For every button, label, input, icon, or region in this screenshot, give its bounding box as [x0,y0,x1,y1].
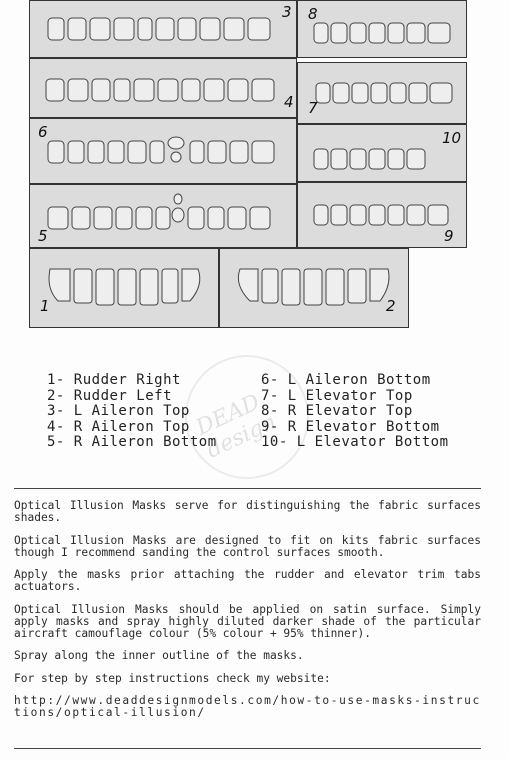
panel-4 [29,58,297,118]
mask-pieces-9 [298,183,468,249]
instruction-paragraph: For step by step instructions check my website: [14,671,331,685]
panel-10 [297,124,467,182]
panel-1 [29,248,219,328]
legend-item-7: 7- L Elevator Top [261,387,413,404]
panel-5 [29,184,297,248]
instruction-paragraph: Optical Illusion Masks serve for distinguishing the fabric surfaces shades. [14,499,481,524]
instruction-paragraph: Spray along the inner outline of the masks. [14,649,304,662]
panel-8 [297,0,467,58]
legend-item-3: 3- L Aileron Top [47,403,190,419]
legend-item-1: 1- Rudder Right [47,372,181,388]
mask-pieces-5 [30,185,298,249]
panel-3 [29,0,297,58]
mask-pieces-4 [30,59,298,119]
panel-number-5: 5 [38,227,48,245]
legend-item-10: 10- L Elevator Bottom [261,434,449,450]
legend-item-4: 4- R Aileron Top [47,418,190,435]
panel-number-6: 6 [38,123,48,141]
mask-pieces-2 [220,249,410,329]
mask-pieces-3 [30,1,298,59]
panel-7 [297,62,467,124]
legend-item-8: 8- R Elevator Top [261,403,413,419]
panel-number-2: 2 [386,297,396,315]
watermark-text: DEAD design [192,389,281,464]
panel-number-4: 4 [284,93,294,111]
mask-pieces-1 [30,249,220,329]
panel-6 [29,118,297,184]
legend-item-5: 5- R Aileron Bottom [47,434,217,450]
legend-item-9: 9- R Elevator Bottom [261,418,440,435]
instruction-paragraph: Apply the masks prior attaching the rudder and elevator trim tabs actuators. [14,568,481,593]
instruction-paragraph: Optical Illusion Masks should be applied on satin surface. Simply apply masks and spray highly diluted darker shade of the particular aircraft camouflage colour (5% colour + 95% thinner). [14,602,481,640]
legend-item-2: 2- Rudder Left [47,387,173,404]
mask-sheet [0,0,509,335]
legend-left [47,373,217,451]
website-link[interactable]: http://www.deaddesignmodels.com/how-to-use-masks-instructions/optical-illusion/ [14,694,481,719]
panel-number-9: 9 [444,227,454,245]
divider-bottom [14,748,481,749]
legend-item-6: 6- L Aileron Bottom [261,372,431,388]
legend-right [261,373,449,451]
panel-number-1: 1 [40,297,50,315]
panel-number-7: 7 [308,99,318,117]
panel-number-8: 8 [308,5,318,23]
divider-top [14,488,481,489]
mask-pieces-8 [298,1,468,59]
panel-number-10: 10 [442,129,462,147]
panel-number-3: 3 [282,3,292,21]
instruction-paragraph: Optical Illusion Masks are designed to fit on kits fabric surfaces though I recommend sanding the control surfaces smooth. [14,533,481,559]
instructions [14,500,481,730]
mask-pieces-7 [298,63,468,125]
mask-pieces-6 [30,119,298,185]
panel-2 [219,248,409,328]
panel-9 [297,182,467,248]
